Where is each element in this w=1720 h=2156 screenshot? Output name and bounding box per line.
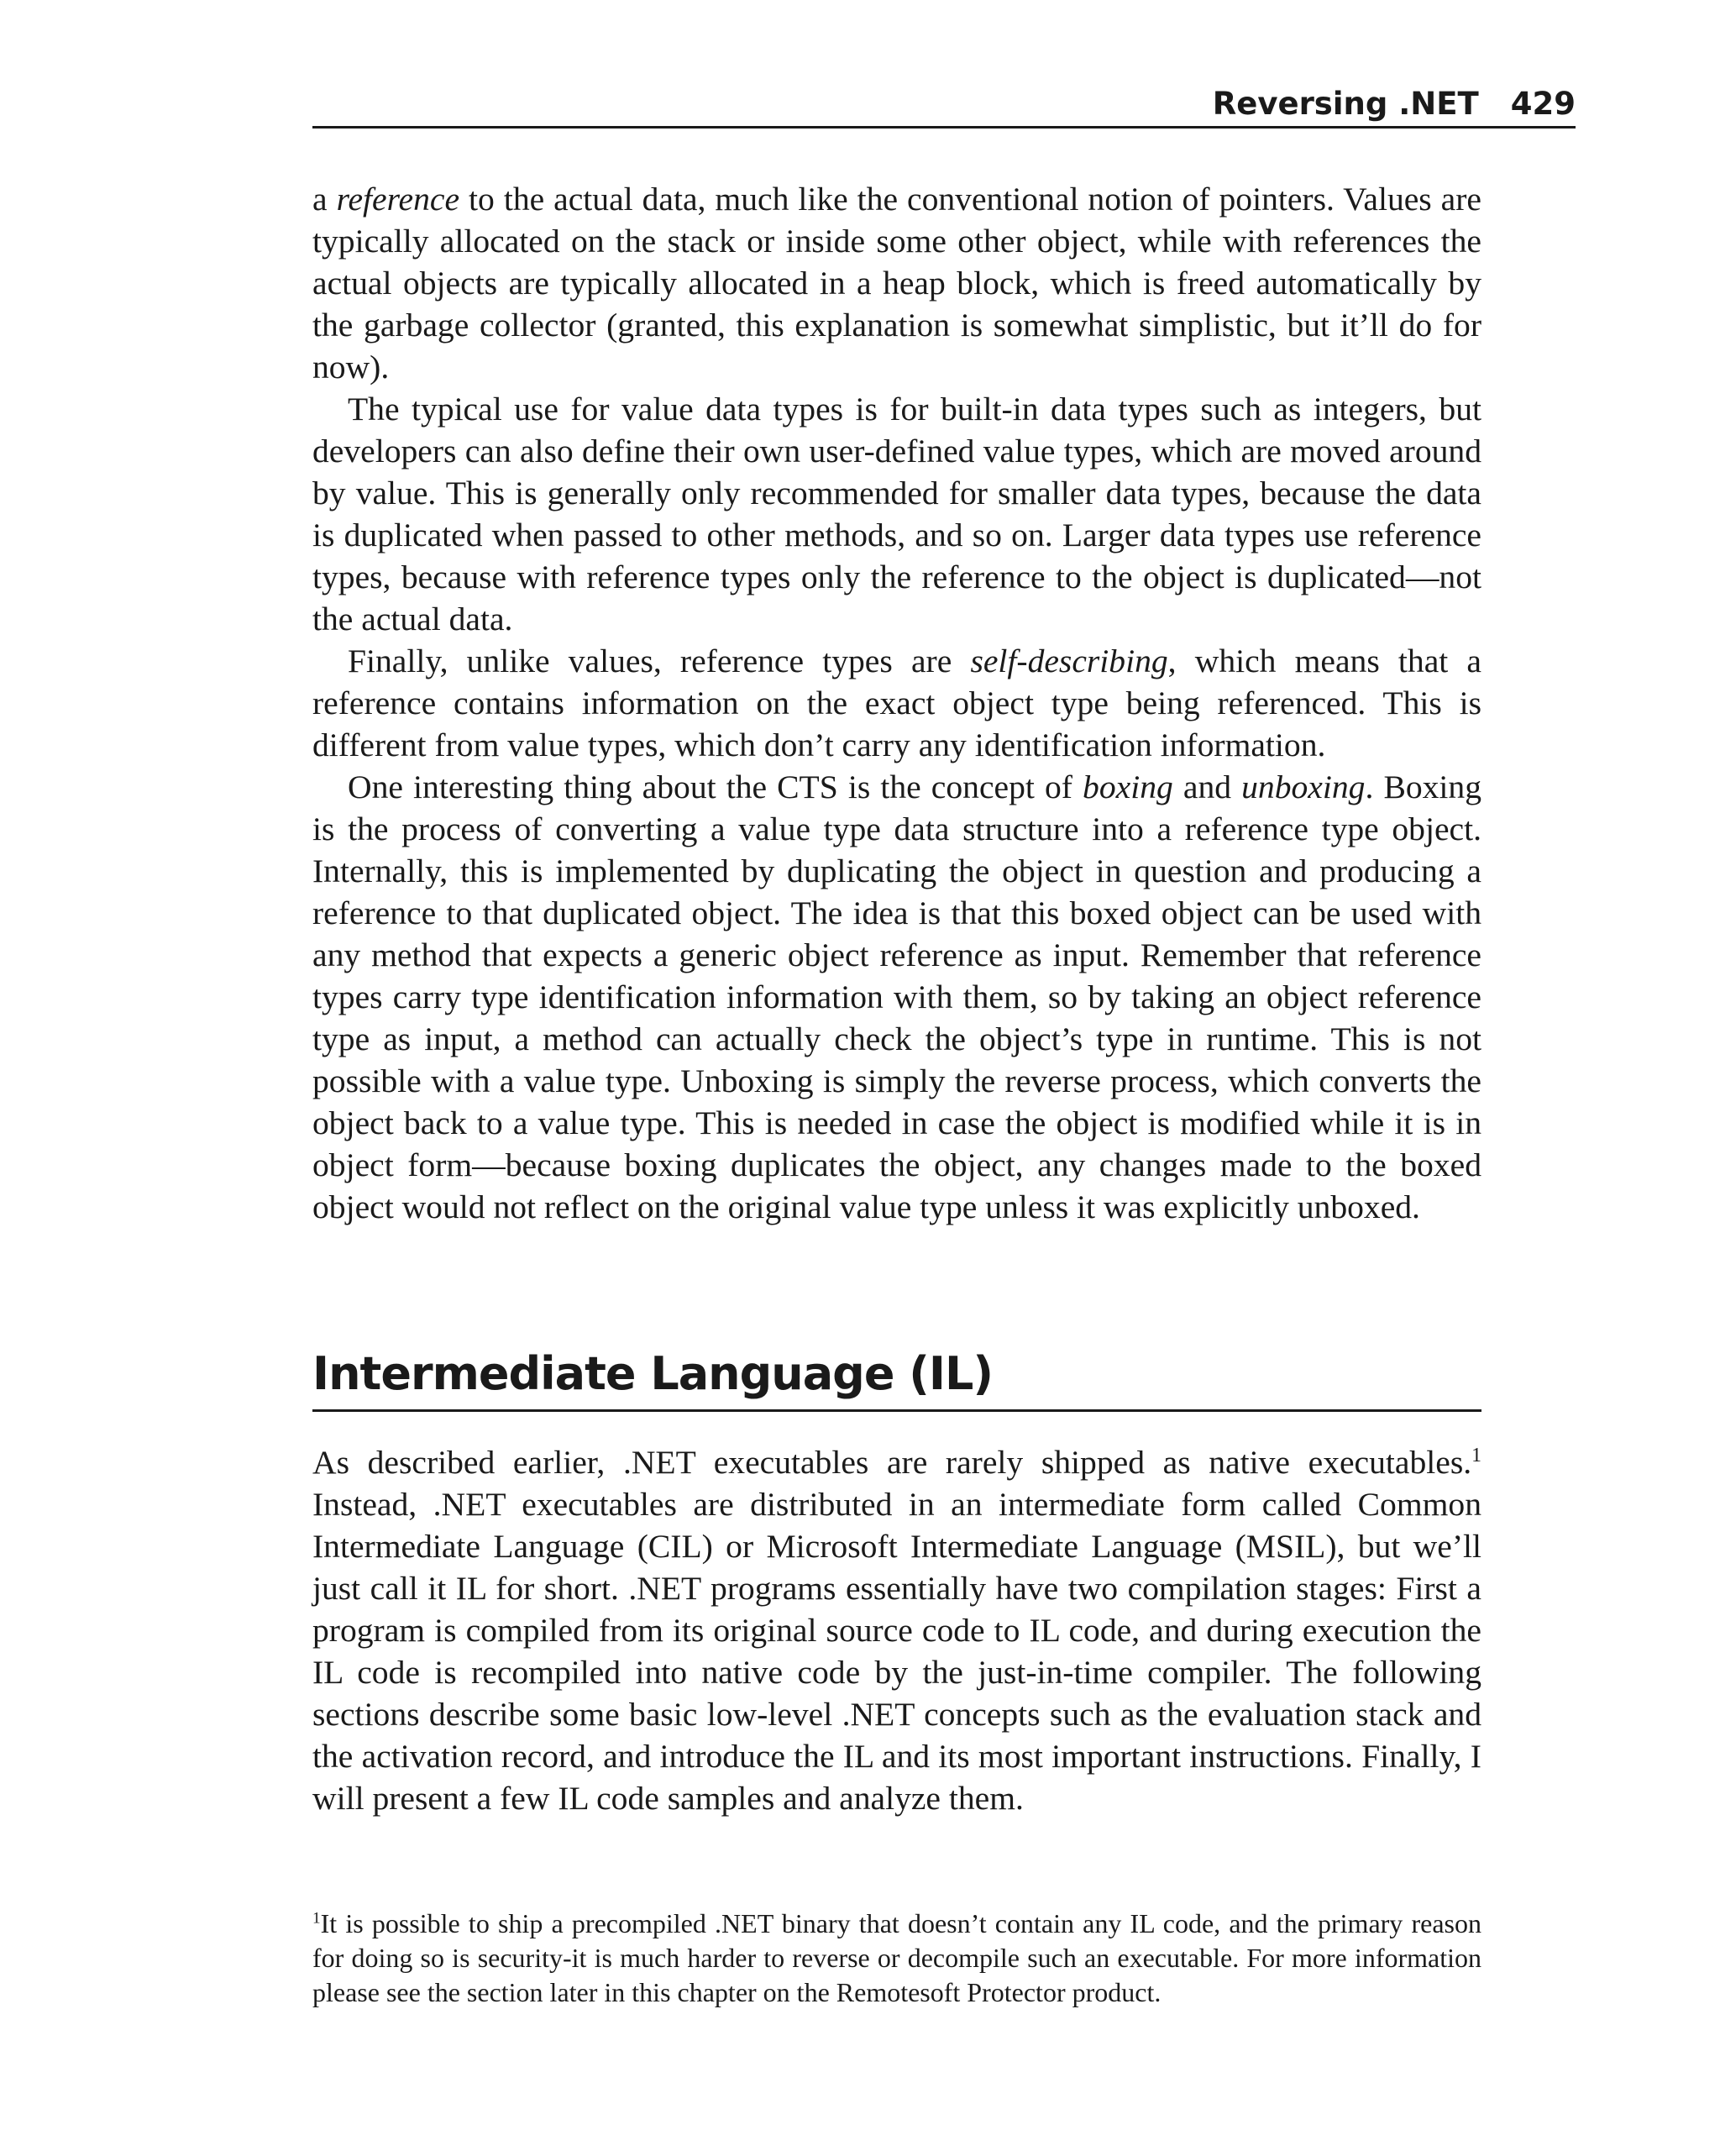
emphasis: self-describing: [970, 643, 1168, 679]
paragraph: [312, 178, 1481, 388]
text-run: Finally, unlike values, reference types are: [348, 643, 971, 679]
text-run: , which means that a reference contains information on the exact object type being referenced. This is different from value types, which don’t carry any identification information.: [312, 643, 1481, 763]
running-header: [312, 82, 1576, 129]
text-run: One interesting thing about the CTS is the concept of: [348, 769, 1083, 805]
text-run: It is possible to ship a precompiled .NET binary that doesn’t contain any IL code, and the primary reason for doing so is security-it is much harder to reverse or decompile such an executable. For more information please see the section later in this chapter on the Remotesoft Protector product.: [312, 1908, 1481, 2007]
paragraph: [312, 640, 1481, 766]
text-run: Instead, .NET executables are distributed in an intermediate form called Common Intermediate Language (CIL) or Microsoft Intermediate Language (MSIL), but we’ll just call it IL for short. .NET programs essentially have two compilation stages: First a program is compiled from its original source code to IL code, and during execution the IL code is recompiled into native code by the just-in-time compiler. The following sections describe some basic low-level .NET concepts such as the evaluation stack and the activation record, and introduce the IL and its most important instructions. Finally, I will present a few IL code samples and analyze them.: [312, 1486, 1481, 1817]
footnote-text: [312, 1907, 1481, 2010]
emphasis: unboxing: [1241, 769, 1366, 805]
emphasis: boxing: [1083, 769, 1173, 805]
running-title: Reversing .NET: [1212, 86, 1479, 122]
text-run: . Boxing is the process of converting a value type data structure into a reference type object. Internally, this is implemented by duplicating the object in question and producing a reference to that duplicated object. The idea is that this boxed object can be used with any method that expects a generic object reference as input. Remember that reference types carry type identification information with them, so by taking an object reference type as input, a method can actually check the object’s type in runtime. This is not possible with a value type. Unboxing is simply the reverse process, which converts the object back to a value type. This is needed in case the object is modified while it is in object form—because boxing duplicates the object, any changes made to the boxed object would not reflect on the original value type unless it was explicitly unboxed.: [312, 769, 1482, 1225]
section-heading: Intermediate Language (IL): [312, 1342, 1481, 1412]
footnote-mark: 1: [312, 1909, 321, 1928]
emphasis: reference: [336, 181, 460, 218]
text-run: to the actual data, much like the conventional notion of pointers. Values are typically allocated on the stack or inside some other object, while with references the actual objects are typically allocated in a heap block, which is freed automatically by the garbage collector (granted, this explanation is somewhat simplistic, but it’ll do for now).: [312, 181, 1481, 386]
paragraph: [312, 1441, 1481, 1819]
page-number: 429: [1510, 86, 1576, 122]
section-body: [312, 1441, 1481, 1819]
paragraph: The typical use for value data types is for built-in data types such as integers, but developers can also define their own user-defined value types, which are moved around by value. This is generally only recommended for smaller data types, because the data is duplicated when passed to other methods, and so on. Larger data types use reference types, because with reference types only the reference to the object is duplicated—not the actual data.: [312, 391, 1481, 637]
body-text: [312, 178, 1481, 1228]
footnote: [312, 1907, 1481, 2010]
text-run: As described earlier, .NET executables are rarely shipped as native executables.: [312, 1444, 1472, 1481]
paragraph: [312, 766, 1481, 1228]
text-run: and: [1172, 769, 1242, 805]
text-run: a: [312, 181, 337, 218]
footnote-reference[interactable]: 1: [1471, 1444, 1481, 1466]
